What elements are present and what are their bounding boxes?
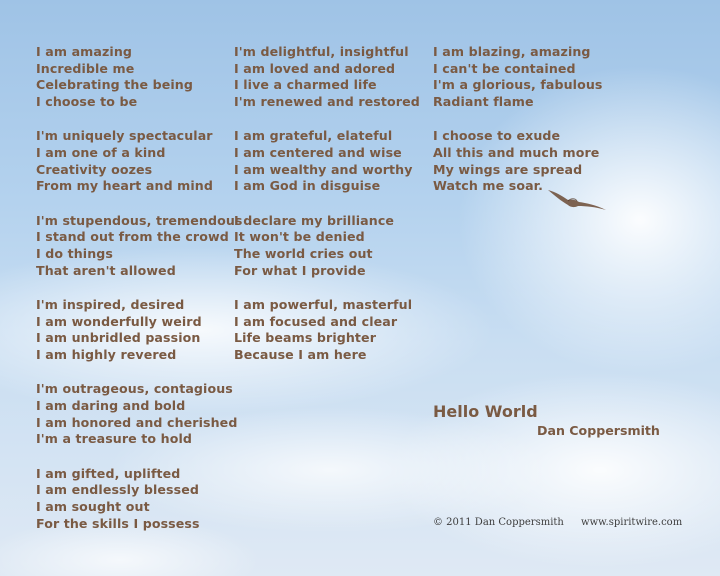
poem-line: I am honored and cherished xyxy=(36,414,238,430)
poem-line: Radiant flame xyxy=(433,94,534,110)
poem-line: For the skills I possess xyxy=(36,515,200,531)
poem-line: I'm stupendous, tremendous xyxy=(36,212,243,228)
poem-line: I am focused and clear xyxy=(234,313,398,329)
poem-line: I live a charmed life xyxy=(234,77,377,93)
poem-line: I am wonderfully weird xyxy=(36,313,202,329)
poem-line: I'm outrageous, contagious xyxy=(36,381,233,397)
poem-line: I am gifted, uplifted xyxy=(36,465,181,481)
poem-line: I choose to exude xyxy=(433,128,561,144)
poem-line: I am endlessly blessed xyxy=(36,482,199,498)
poem-column-2 xyxy=(234,44,420,381)
stanza xyxy=(36,297,242,364)
poem-line: I'm a glorious, fabulous xyxy=(433,77,603,93)
soaring-bird-icon xyxy=(546,186,608,212)
poem-line: I am one of a kind xyxy=(36,145,166,161)
poem-line: It won't be denied xyxy=(234,229,365,245)
poem-line: From my heart and mind xyxy=(36,178,213,194)
stanza xyxy=(36,128,242,195)
poem-column-1 xyxy=(36,44,242,550)
poem-line: I am loved and adored xyxy=(234,60,396,76)
website-link[interactable]: www.spiritwire.com xyxy=(581,517,683,528)
poem-line: I am grateful, elateful xyxy=(234,128,393,144)
stanza xyxy=(234,128,420,195)
stanza xyxy=(433,44,603,111)
poem-author: Dan Coppersmith xyxy=(537,423,660,438)
poem-line: I'm renewed and restored xyxy=(234,94,420,110)
poem-line: I'm uniquely spectacular xyxy=(36,128,213,144)
poem-line: I do things xyxy=(36,246,114,262)
poem-line: I am wealthy and worthy xyxy=(234,161,413,177)
poem-line: I stand out from the crowd xyxy=(36,229,229,245)
stanza xyxy=(234,44,420,111)
poem-line: I am daring and bold xyxy=(36,397,186,413)
poem-line: I am God in disguise xyxy=(234,178,381,194)
poem-line: I can't be contained xyxy=(433,60,576,76)
stanza xyxy=(36,213,242,280)
stanza xyxy=(234,297,420,364)
poem-line: I'm delightful, insightful xyxy=(234,44,409,59)
poem-line: I am blazing, amazing xyxy=(433,44,591,59)
poem-line: For what I provide xyxy=(234,262,366,278)
stanza xyxy=(36,44,242,111)
poem-line: The world cries out xyxy=(234,246,373,262)
poem-line: Watch me soar. xyxy=(433,178,544,194)
poem-line: All this and much more xyxy=(433,145,600,161)
poem-line: I am unbridled passion xyxy=(36,330,201,346)
poem-line: I am powerful, masterful xyxy=(234,296,413,312)
poem-line: I am centered and wise xyxy=(234,145,402,161)
stanza xyxy=(36,381,242,448)
copyright-text: © 2011 Dan Coppersmith xyxy=(433,517,564,528)
poem-line: Incredible me xyxy=(36,60,135,76)
poem-line: Because I am here xyxy=(234,347,367,363)
poem-line: I'm a treasure to hold xyxy=(36,431,193,447)
stanza xyxy=(36,466,242,533)
poem-line: That aren't allowed xyxy=(36,262,176,278)
poem-line: I'm inspired, desired xyxy=(36,296,185,312)
poem-line: I am highly revered xyxy=(36,347,177,363)
poem-line: Creativity oozes xyxy=(36,161,153,177)
stanza xyxy=(234,213,420,280)
poem-line: My wings are spread xyxy=(433,161,583,177)
footer xyxy=(433,517,682,528)
poem-line: I am sought out xyxy=(36,498,150,514)
poem-line: I choose to be xyxy=(36,94,138,110)
poem-title: Hello World xyxy=(433,402,538,421)
poem-line: I declare my brilliance xyxy=(234,212,395,228)
poem-line: Celebrating the being xyxy=(36,77,193,93)
poem-line: Life beams brighter xyxy=(234,330,376,346)
poem-line: I am amazing xyxy=(36,44,133,59)
